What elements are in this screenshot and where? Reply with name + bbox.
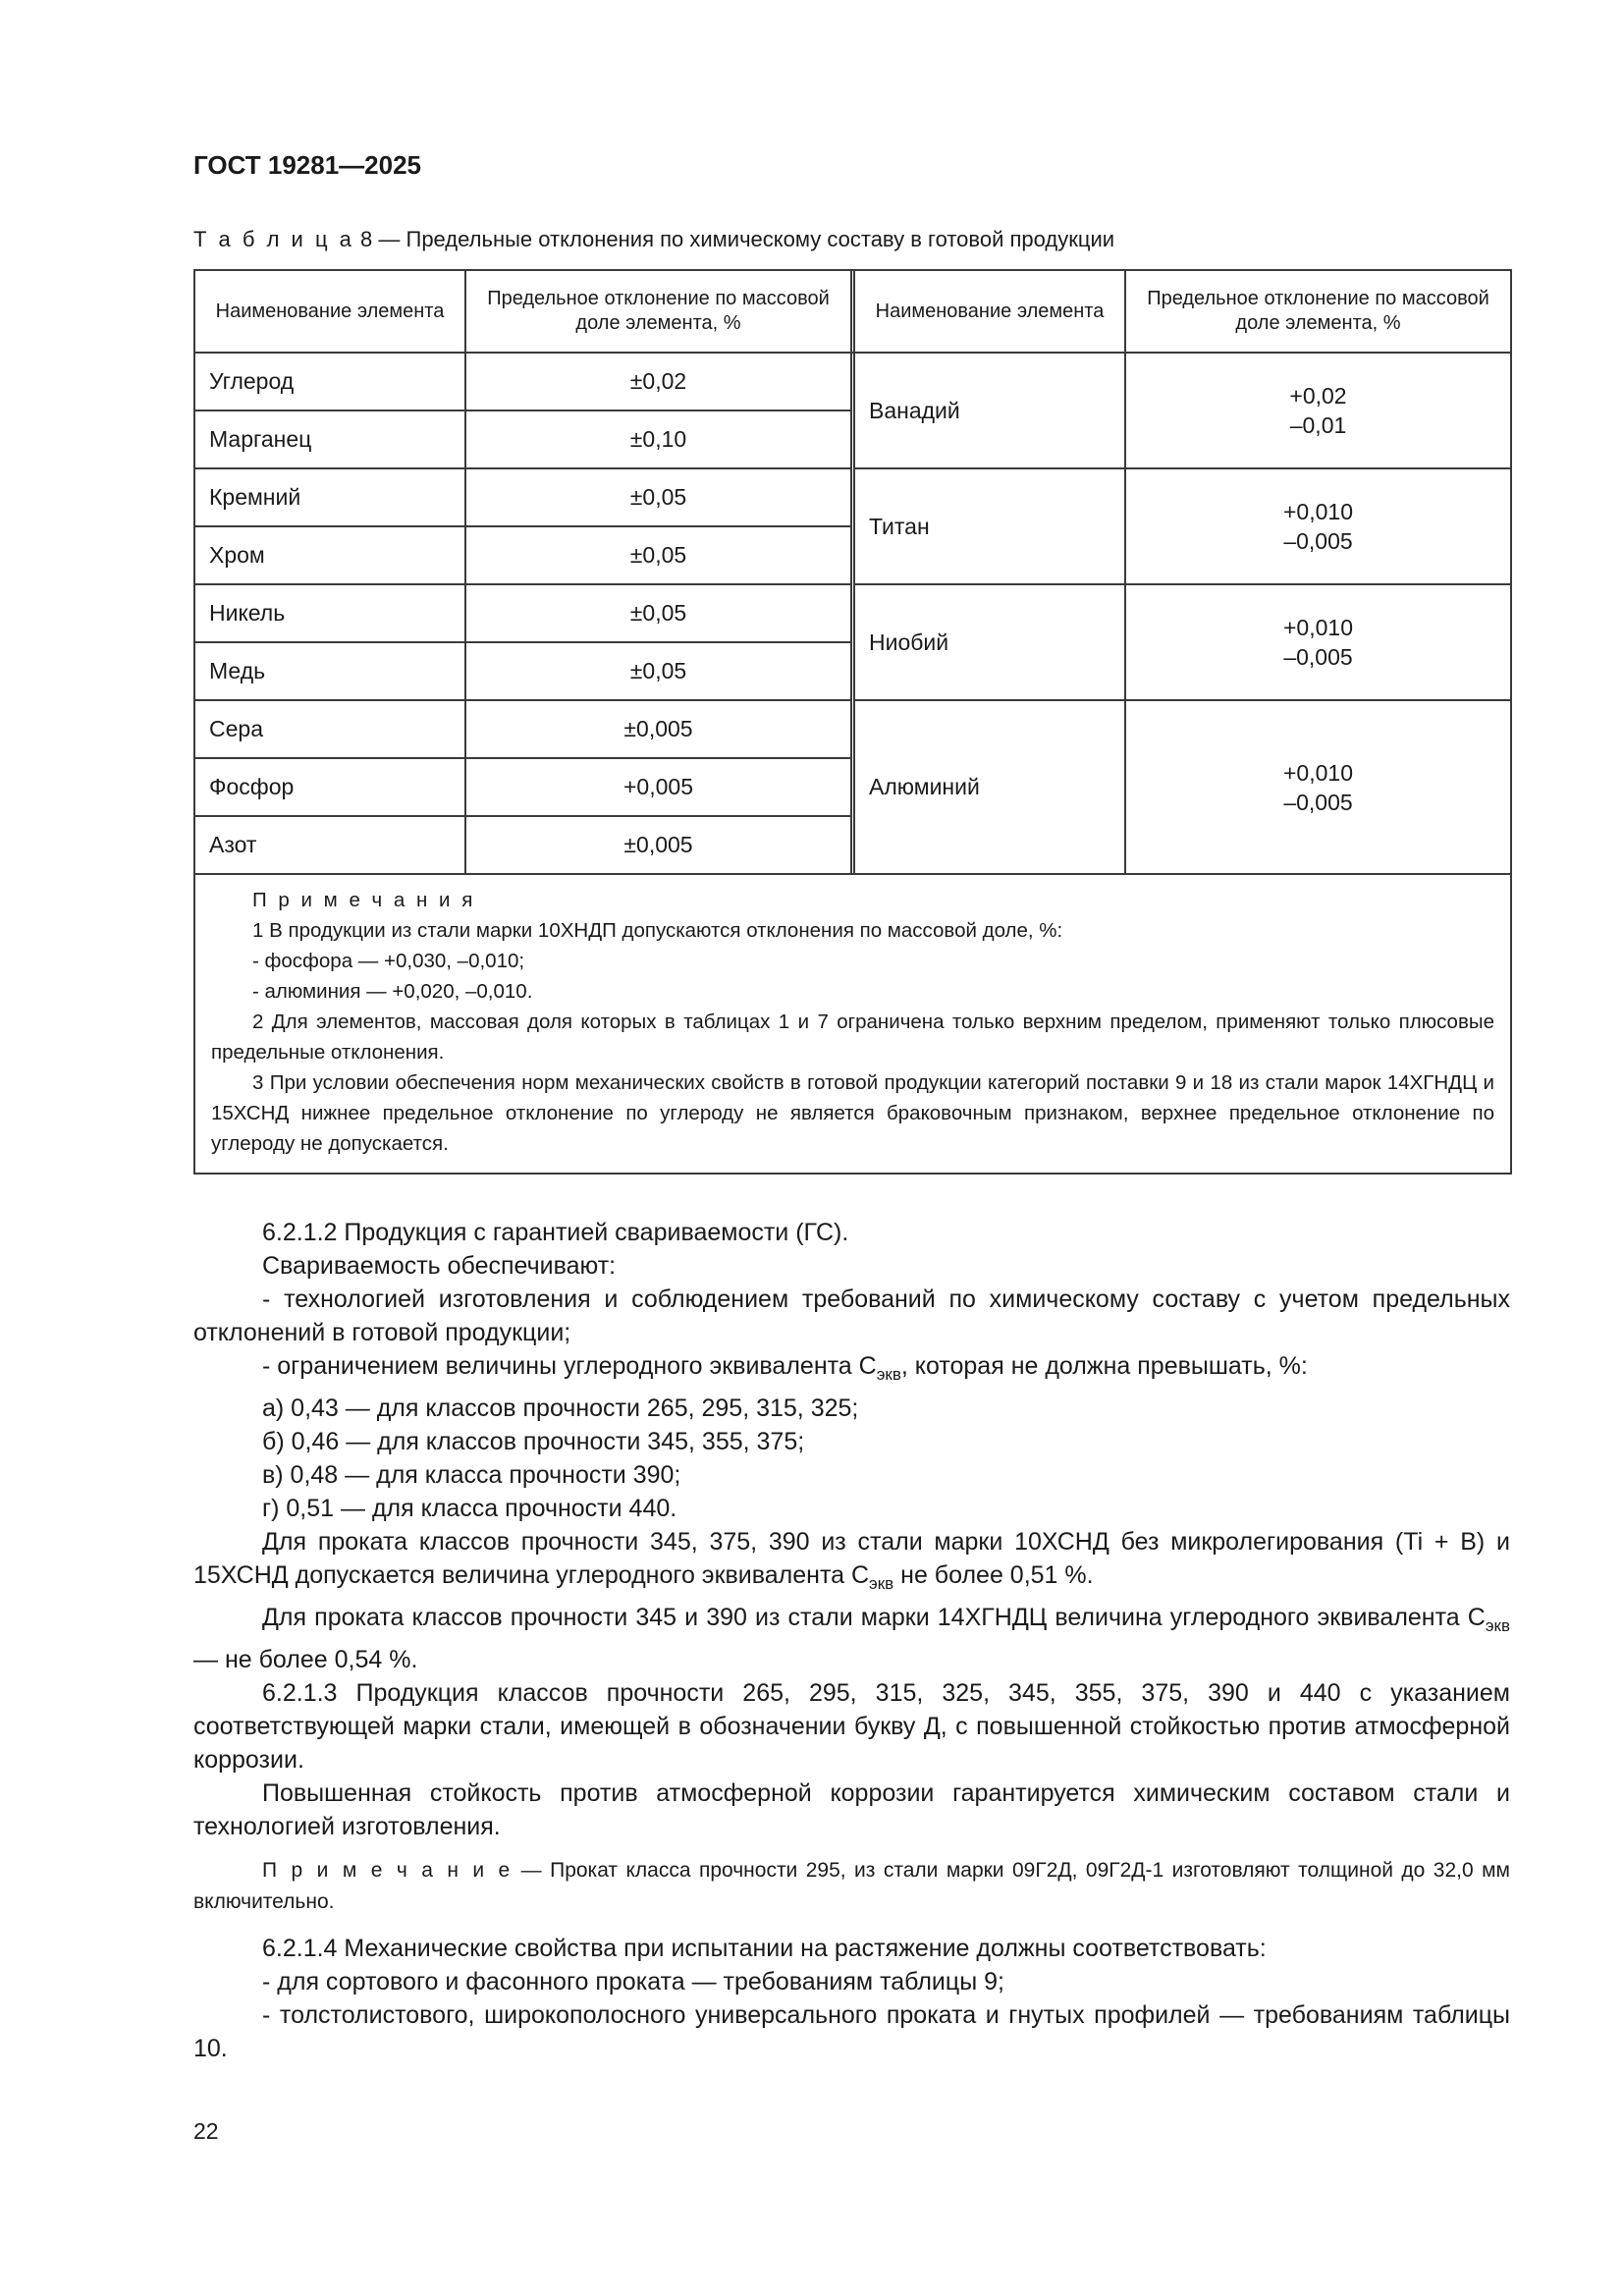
deviation-upper: +0,02 bbox=[1289, 383, 1347, 409]
deviation-value: ±0,05 bbox=[465, 468, 851, 526]
deviation-value: ±0,05 bbox=[465, 526, 851, 584]
deviation-range bbox=[1125, 700, 1511, 874]
table-caption bbox=[193, 227, 1114, 252]
subscript: экв bbox=[869, 1574, 894, 1593]
text-span: Для проката классов прочности 345, 375, 390 из стали марки 10ХСНД без микролегирования (Ti + B) и 15ХСНД допускается величина углеродного эквивалента С bbox=[193, 1528, 1510, 1589]
deviation-upper: +0,010 bbox=[1283, 499, 1353, 524]
deviation-value: ±0,10 bbox=[465, 410, 851, 468]
note-3: 3 При условии обеспечения норм механических свойств в готовой продукции категорий поставки 9 и 18 из стали марок 14ХГНДЦ и 15ХСНД нижнее предельное отклонение по углероду не является браковочным признаком, верхнее предельное отклонение по углероду не допускается. bbox=[211, 1071, 1494, 1155]
element-name: Сера bbox=[194, 700, 465, 758]
paragraph bbox=[193, 1601, 1510, 1676]
deviation-range bbox=[1125, 584, 1511, 700]
chemical-deviation-table bbox=[193, 269, 1512, 1175]
note-label: П р и м е ч а н и е bbox=[262, 1859, 514, 1882]
list-item bbox=[193, 1349, 1510, 1392]
element-name: Фосфор bbox=[194, 758, 465, 816]
text-span: , которая не должна превышать, %: bbox=[900, 1352, 1308, 1380]
list-item: г) 0,51 — для класса прочности 440. bbox=[262, 1495, 677, 1522]
deviation-value: ±0,05 bbox=[465, 642, 851, 700]
deviation-lower: –0,01 bbox=[1289, 412, 1347, 438]
element-name: Азот bbox=[194, 816, 465, 874]
table-notes-row bbox=[194, 874, 1511, 1174]
table-notes bbox=[194, 874, 1511, 1174]
text-span: - ограничением величины углеродного эквивалента С bbox=[262, 1352, 877, 1380]
text-span: — не более 0,54 %. bbox=[193, 1646, 418, 1673]
paragraph: Свариваемость обеспечивают: bbox=[262, 1252, 617, 1280]
table-header-row bbox=[194, 270, 1511, 353]
deviation-range bbox=[1125, 353, 1511, 468]
clause-6-2-1-2: 6.2.1.2 Продукция с гарантией свариваемости (ГС). bbox=[262, 1219, 849, 1246]
table-caption-text: 8 — Предельные отклонения по химическому составу в готовой продукции bbox=[360, 227, 1115, 251]
deviation-upper: +0,010 bbox=[1283, 615, 1353, 640]
deviation-value: ±0,005 bbox=[465, 816, 851, 874]
subscript: экв bbox=[1485, 1616, 1510, 1635]
body-text bbox=[193, 1216, 1510, 2065]
text-span: не более 0,51 %. bbox=[893, 1561, 1094, 1589]
subscript: экв bbox=[876, 1365, 901, 1384]
list-item: - для сортового и фасонного проката — требованиям таблицы 9; bbox=[262, 1968, 1004, 1995]
paragraph: Повышенная стойкость против атмосферной коррозии гарантируется химическим составом стали и технологией изготовления. bbox=[193, 1779, 1510, 1840]
element-name: Хром bbox=[194, 526, 465, 584]
note-1b: - алюминия — +0,020, –0,010. bbox=[252, 980, 533, 1003]
paragraph bbox=[193, 1525, 1510, 1601]
element-name: Ванадий bbox=[854, 353, 1125, 468]
text-span: Для проката классов прочности 345 и 390 из стали марки 14ХГНДЦ величина углеродного эквивалента С bbox=[262, 1604, 1486, 1631]
document-header: ГОСТ 19281—2025 bbox=[193, 150, 421, 180]
note-1a: - фосфора — +0,030, –0,010; bbox=[252, 950, 525, 972]
element-name: Никель bbox=[194, 584, 465, 642]
element-name: Кремний bbox=[194, 468, 465, 526]
table-caption-label: Т а б л и ц а bbox=[193, 227, 354, 251]
note-1: 1 В продукции из стали марки 10ХНДП допускаются отклонения по массовой доле, %: bbox=[252, 919, 1063, 942]
table-row bbox=[194, 353, 1511, 410]
header-element-right: Наименование элемента bbox=[854, 270, 1125, 353]
note-text: — Прокат класса прочности 295, из стали марки 09Г2Д, 09Г2Д-1 изготовляют толщиной до 32,0 мм включительно. bbox=[193, 1859, 1510, 1913]
clause-6-2-1-4: 6.2.1.4 Механические свойства при испытании на растяжение должны соответствовать: bbox=[262, 1935, 1267, 1962]
list-item: в) 0,48 — для класса прочности 390; bbox=[262, 1461, 681, 1489]
list-item: а) 0,43 — для классов прочности 265, 295, 315, 325; bbox=[262, 1394, 859, 1422]
list-item: - технологией изготовления и соблюдением требований по химическому составу с учетом предельных отклонений в готовой продукции; bbox=[193, 1285, 1510, 1346]
deviation-lower: –0,005 bbox=[1283, 644, 1353, 670]
notes-title: П р и м е ч а н и я bbox=[252, 889, 476, 911]
deviation-range bbox=[1125, 468, 1511, 584]
deviation-value: +0,005 bbox=[465, 758, 851, 816]
deviation-value: ±0,02 bbox=[465, 353, 851, 410]
deviation-value: ±0,005 bbox=[465, 700, 851, 758]
header-deviation-left: Предельное отклонение по массовой доле элемента, % bbox=[465, 270, 851, 353]
note bbox=[193, 1855, 1510, 1918]
element-name: Ниобий bbox=[854, 584, 1125, 700]
deviation-upper: +0,010 bbox=[1283, 759, 1353, 786]
list-item: б) 0,46 — для классов прочности 345, 355, 375; bbox=[262, 1428, 805, 1455]
deviation-value: ±0,05 bbox=[465, 584, 851, 642]
page-number: 22 bbox=[193, 2118, 219, 2144]
element-name: Алюминий bbox=[854, 700, 1125, 874]
header-deviation-right: Предельное отклонение по массовой доле элемента, % bbox=[1125, 270, 1511, 353]
note-2: 2 Для элементов, массовая доля которых в таблицах 1 и 7 ограничена только верхним пределом, применяют только плюсовые предельные отклонения. bbox=[211, 1011, 1494, 1064]
element-name: Медь bbox=[194, 642, 465, 700]
element-name: Марганец bbox=[194, 410, 465, 468]
header-element-left: Наименование элемента bbox=[194, 270, 465, 353]
list-item: - толстолистового, широкополосного универсального проката и гнутых профилей — требованиям таблицы 10. bbox=[193, 2001, 1510, 2062]
clause-6-2-1-3: 6.2.1.3 Продукция классов прочности 265, 295, 315, 325, 345, 355, 375, 390 и 440 с указанием соответствующей марки стали, имеющей в обозначении букву Д, с повышенной стойкостью против атмосферной коррозии. bbox=[193, 1679, 1510, 1774]
element-name: Углерод bbox=[194, 353, 465, 410]
deviation-lower: –0,005 bbox=[1283, 789, 1353, 815]
element-name: Титан bbox=[854, 468, 1125, 584]
deviation-lower: –0,005 bbox=[1283, 528, 1353, 554]
